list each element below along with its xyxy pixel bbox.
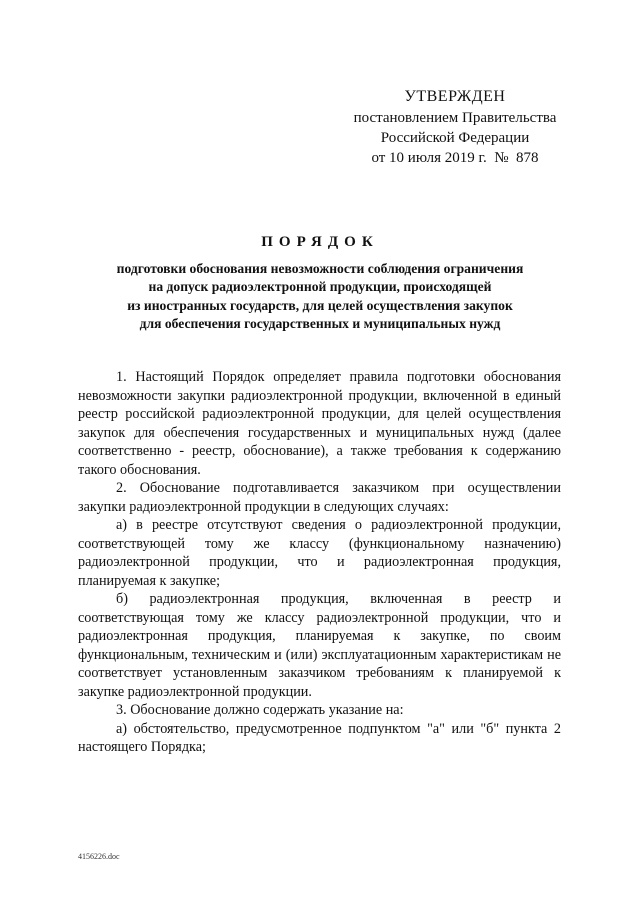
approval-line: постановлением Правительства — [353, 110, 557, 126]
approval-line: Российской Федерации — [380, 130, 530, 146]
subtitle-line: подготовки обоснования невозможности соблюдения ограничения — [116, 261, 524, 276]
paragraph: а) в реестре отсутствуют сведения о радиоэлектронной продукции, соответствующей тому же классу (функциональному назначению) радиоэлектронной продукции, что и радиоэлектронная продукция, планируемая к закупке; — [78, 517, 561, 589]
paragraph: б) радиоэлектронная продукция, включенная в реестр и соответствующая тому же классу радиоэлектронной продукции, что и радиоэлектронная продукция, планируемая к закупке, по своим функциональным, техническим и (или) эксплуатационным характеристикам не соответствует установленным заказчиком требованиям к планируемой к закупке радиоэлектронной продукции. — [78, 591, 561, 700]
paragraph: 3. Обоснование должно содержать указание на: — [116, 702, 404, 718]
paragraph: 1. Настоящий Порядок определяет правила подготовки обоснования невозможности закупки радиоэлектронной продукции, включенной в единый реестр российской радиоэлектронной продукции, для целей осуществления закупок для обеспечения государственных и муниципальных нужд (далее соответственно - реестр, обоснование), а также требования к содержанию такого обоснования. — [78, 369, 561, 478]
subtitle-line: для обеспечения государственных и муниципальных нужд — [139, 315, 501, 331]
paragraph: а) обстоятельство, предусмотренное подпунктом "а" или "б" пункта 2 настоящего Порядка; — [78, 720, 561, 755]
decree-date-number: от 10 июля 2019 г. № 878 — [371, 150, 539, 166]
approval-block — [330, 86, 580, 168]
document-subtitle — [70, 260, 570, 333]
footer-file-name: 4156226.doc — [78, 852, 120, 861]
subtitle-line: на допуск радиоэлектронной продукции, происходящей — [148, 279, 492, 295]
paragraph: 2. Обоснование подготавливается заказчиком при осуществлении закупки радиоэлектронной продукции в следующих случаях: — [78, 480, 561, 515]
document-title: ПОРЯДОК — [261, 234, 379, 250]
approval-heading: УТВЕРЖДЕН — [404, 88, 506, 105]
document-body — [78, 368, 561, 757]
subtitle-line: из иностранных государств, для целей осуществления закупок — [127, 297, 513, 313]
